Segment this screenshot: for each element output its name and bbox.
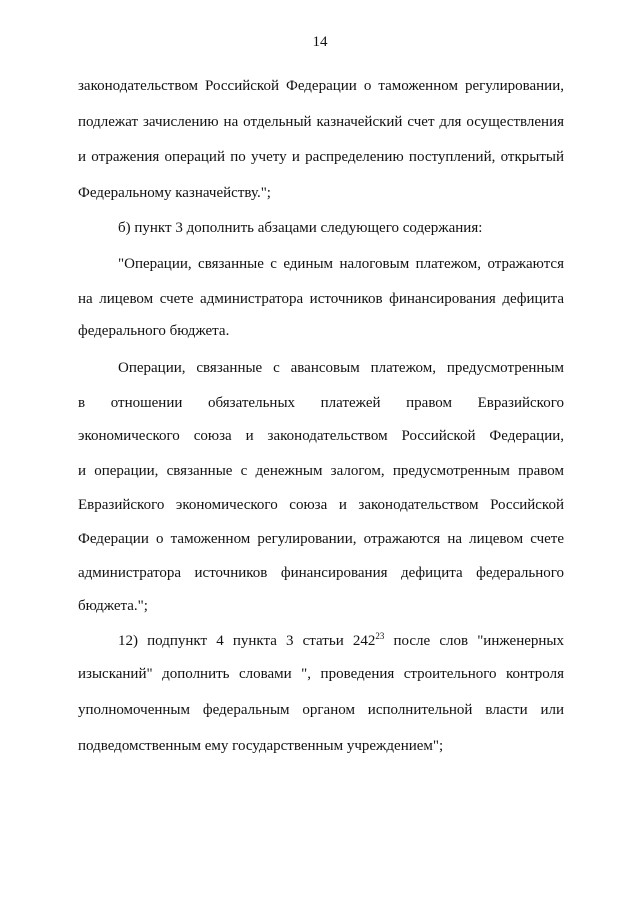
superscript: 23 (375, 631, 385, 641)
text-line: бюджета."; (78, 598, 148, 614)
text-line: экономического союза и законодательством Российской Федерации, (78, 428, 564, 444)
text-line: законодательством Российской Федерации о таможенном регулировании, (78, 78, 564, 94)
text-line: подведомственным ему государственным учреждением"; (78, 738, 444, 754)
text-line: федерального бюджета. (78, 323, 230, 339)
text-line: уполномоченным федеральным органом исполнительной власти или (78, 702, 564, 718)
text-line: и операции, связанные с денежным залогом, предусмотренным правом (78, 463, 564, 479)
text-line: администратора источников финансирования дефицита федерального (78, 565, 564, 581)
text-line: Федерации о таможенном регулировании, отражаются на лицевом счете (78, 531, 564, 547)
text-line: Операции, связанные с авансовым платежом, предусмотренным (118, 360, 564, 376)
text-line: Евразийского экономического союза и законодательством Российской (78, 497, 564, 513)
text-line: в отношении обязательных платежей правом Евразийского (78, 395, 564, 411)
text-fragment: 12) подпункт 4 пункта 3 статьи 242 (118, 633, 376, 649)
text-line: Федеральному казначейству."; (78, 185, 271, 201)
text-line: изысканий" дополнить словами ", проведения строительного контроля (78, 666, 564, 682)
text-line: подлежат зачислению на отдельный казначейский счет для осуществления (78, 114, 564, 130)
text-line: б) пункт 3 дополнить абзацами следующего содержания: (118, 220, 483, 236)
text-line: и отражения операций по учету и распределению поступлений, открытый (78, 149, 564, 165)
text-line (118, 632, 564, 650)
text-fragment: после слов "инженерных (384, 633, 564, 649)
page-number: 14 (312, 34, 328, 50)
text-line: "Операции, связанные с единым налоговым платежом, отражаются (118, 256, 564, 272)
text-line: на лицевом счете администратора источников финансирования дефицита (78, 291, 564, 307)
